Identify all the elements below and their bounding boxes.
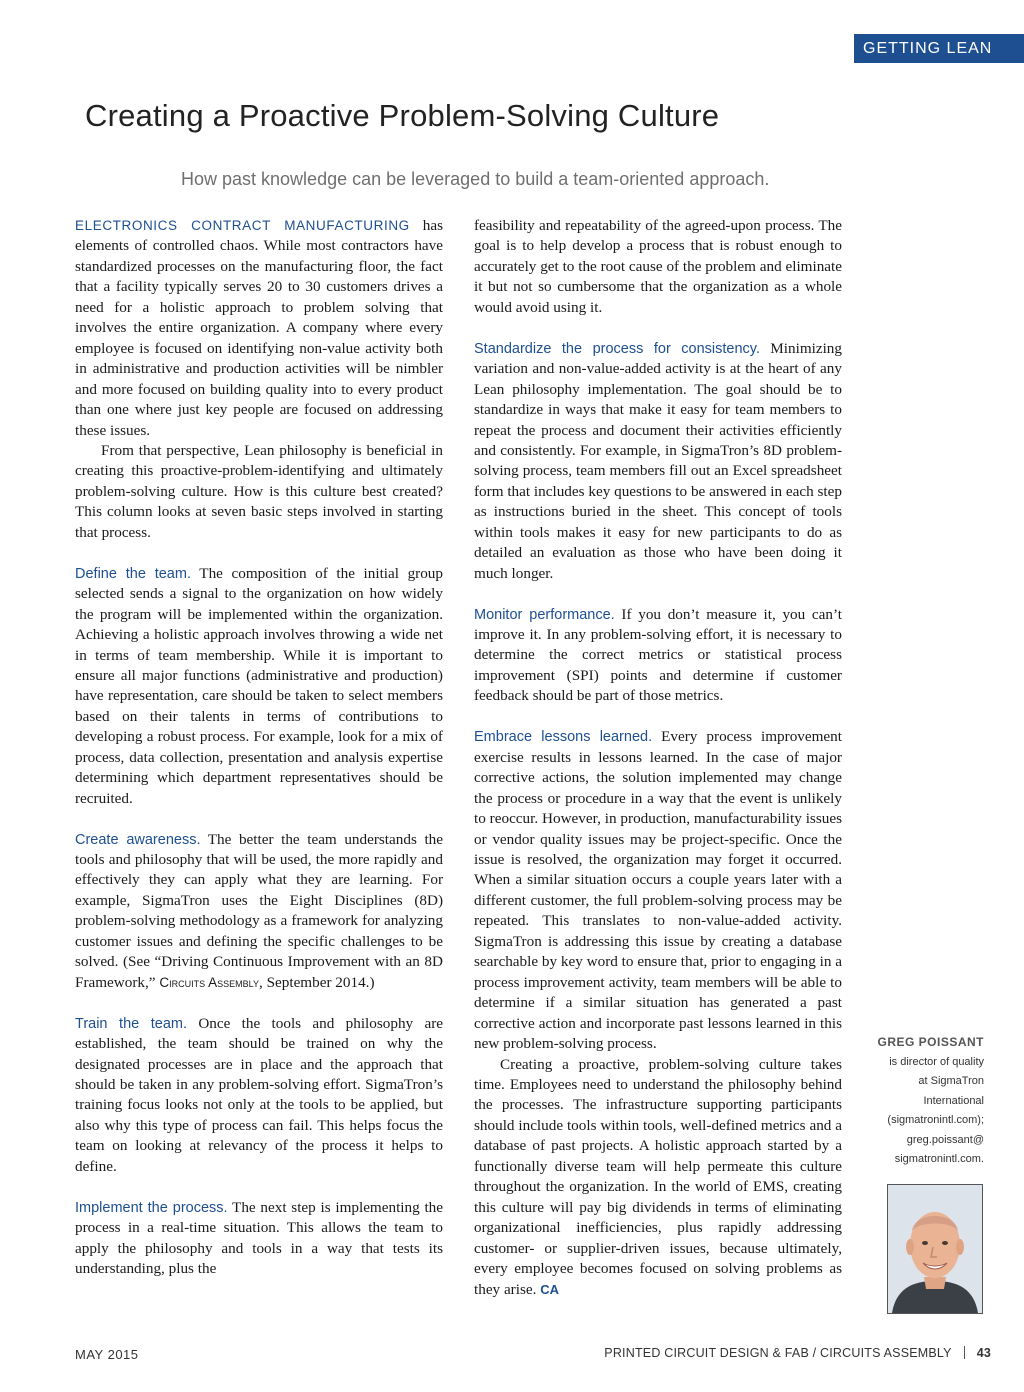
section-heading: Embrace lessons learned.	[474, 729, 653, 746]
article-title: Creating a Proactive Problem-Solving Culture	[85, 98, 720, 133]
closing-text: Creating a proactive, problem-solving culture takes time. Employees need to understand the philosophy behind the processes. The infrastructure supporting participants should include tools within tools, well-defined metrics and a database of past projects. A holistic approach started by a functionally diverse team will help permeate this culture throughout the organization. In the world of EMS, creating this culture will pay big dividends in terms of eliminating organizational inefficiencies, plus rapidly addressing customer- or supplier-driven issues, because ultimately, every employee becomes focused on solving problems as they arise.	[474, 1055, 842, 1298]
author-name: GREG POISSANT	[877, 1035, 984, 1049]
author-bio	[870, 1033, 984, 1170]
bio-line: International	[923, 1094, 984, 1107]
section-heading: Standardize the process for consistency.	[474, 340, 760, 357]
section-heading: Define the team.	[75, 565, 191, 582]
publication-name: PRINTED CIRCUIT DESIGN & FAB / CIRCUITS ASSEMBLY	[604, 1346, 952, 1360]
section-heading: Implement the process.	[75, 1199, 228, 1216]
bio-line: is director of quality	[889, 1055, 984, 1068]
intro-paragraph	[75, 216, 443, 441]
end-mark: CA	[540, 1281, 559, 1297]
lead-text: has elements of controlled chaos. While most contractors have standardized processes on the manufacturing floor, the fact that a facility typically serves 20 to 30 customers drives a need for a holistic approach to problem solving that involves the entire organization. A company where every employee is focused on identifying non-value activity both in administrative and production activities will be nimbler and more focused on building quality into to every product than one where just key people are focused on addressing these issues.	[75, 217, 444, 439]
bio-line: at SigmaTron	[918, 1075, 984, 1087]
section-text: The better the team understands the tools and philosophy that will be used, the more rapidly and effectively they can apply what they are learning. For example, SigmaTron uses the Eight Disciplines (8D) problem-solving methodology as a framework for analyzing customer issues and defining the specific challenges to be solved. (See “Driving Continuous Improvement with an 8D Framework,”	[75, 830, 443, 991]
section-text: The next step is implementing the process in a real-time situation. This allows the team to apply the philosophy and tools in a way that tests its understanding, plus the	[75, 1198, 443, 1278]
section-text: The composition of the initial group selected sends a signal to the organization on how widely the program will be implemented within the organization. Achieving a holistic approach involves throwing a wide net in terms of team membership. While it is important to ensure all major functions (administrative and production) have representation, care should be taken to select members based on their talents in terms of contributions to developing a robust process. For example, look for a mix of process, data collection, presentation and analysis expertise determining which department representatives should be recruited.	[75, 564, 443, 807]
page-number: 43	[976, 1346, 991, 1360]
section-text: Once the tools and philosophy are established, the team should be trained on why the designated processes are in place and the approach that should be taken in any problem-solving effort. SigmaTron’s training focus looks not only at the tools to be applied, but also why this type of process can fail. This helps focus the team on looking at relevancy of the process it helps to define.	[75, 1014, 443, 1175]
section-train	[75, 1014, 443, 1178]
footer-publication	[604, 1346, 991, 1360]
issue-date: MAY 2015	[75, 1347, 139, 1362]
section-implement-continued: feasibility and repeatability of the agreed-upon process. The goal is to help develop a process that is robust enough to accurately get to the root cause of the problem and eliminate it but not so cumbersome that the organization as a whole would avoid using it.	[474, 217, 842, 316]
section-awareness	[75, 830, 443, 994]
left-column	[75, 216, 443, 1300]
section-define	[75, 564, 443, 809]
section-monitor	[474, 605, 842, 707]
lead-label: ELECTRONICS CONTRACT MANUFACTURING	[75, 218, 410, 233]
section-heading: Create awareness.	[75, 831, 201, 848]
right-column	[474, 216, 842, 1320]
section-tag: GETTING LEAN	[854, 34, 1024, 63]
article-subtitle: How past knowledge can be leveraged to build a team-oriented approach.	[181, 169, 770, 189]
publication-reference: Circuits Assembly	[159, 974, 259, 990]
closing-paragraph	[474, 1055, 842, 1300]
section-text: Minimizing variation and non-value-added activity is at the heart of any Lean philosophy implementation. The goal should be to standardize in ways that make it easy for team members to repeat the process and document their activities efficiently and consistently. For example, in SigmaTron’s 8D problem-solving process, team members fill out an Excel spreadsheet form that includes key questions to be answered in each step as instructions buried in the sheet. This concept of tools within tools makes it easy for new participants to do as detailed an evaluation as those who have been doing it much longer.	[474, 339, 842, 582]
section-standardize	[474, 339, 842, 584]
body-paragraph: From that perspective, Lean philosophy is beneficial in creating this proactive-problem-identifying and ultimately problem-solving culture. How is this culture best created? This column looks at seven basic steps involved in starting that process.	[75, 441, 443, 541]
section-text-tail: , September 2014.)	[258, 973, 375, 991]
section-text: If you don’t measure it, you can’t improve it. In any problem-solving effort, it is necessary to determine the correct metrics or statistical process improvement (SPI) points and determine if customer feedback should be part of those metrics.	[474, 605, 843, 705]
bio-line: sigmatronintl.com.	[894, 1153, 984, 1165]
section-heading: Train the team.	[75, 1015, 188, 1032]
section-lessons	[474, 727, 842, 1054]
bio-line: (sigmatronintl.com);	[887, 1114, 984, 1126]
author-photo	[887, 1184, 983, 1314]
bio-line: greg.poissant@	[906, 1133, 984, 1146]
author-portrait-icon	[888, 1185, 982, 1313]
section-heading: Monitor performance.	[474, 606, 615, 623]
section-text: Every process improvement exercise results in lessons learned. In the case of major corrective actions, the solution implemented may change the process or procedure in a way that the event is unlikely to reoccur. However, in production, manufacturability issues or vendor quality issues may be project-specific. Once the issue is resolved, the organization may forget it occurred. When a similar situation occurs a couple years later with a different customer, the full problem-solving process may be repeated. This translates to non-value-added activity. SigmaTron is addressing this issue by creating a database searchable by key word to ensure that, prior to engaging in a process improvement activity, team members will be able to determine if a similar situation has generated a past corrective action and incorporate past lessons learned in this new problem-solving process.	[474, 728, 842, 1053]
footer-divider	[964, 1346, 965, 1359]
section-implement	[75, 1198, 443, 1280]
